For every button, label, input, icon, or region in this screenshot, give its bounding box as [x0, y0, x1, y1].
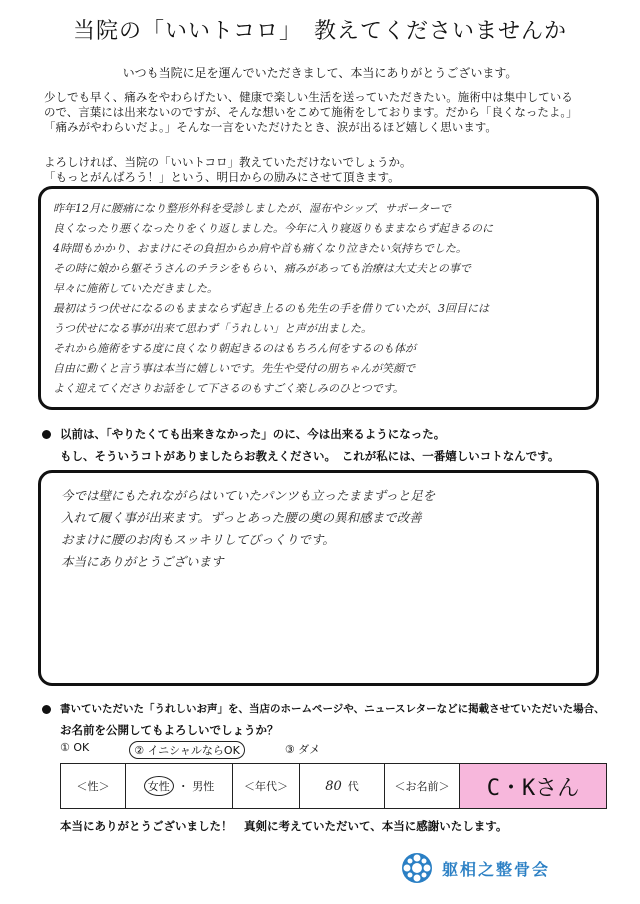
- bullet-icon: [42, 430, 51, 439]
- publish-options: [60, 741, 480, 759]
- request-paragraph: [44, 155, 604, 185]
- clinic-name: 躯相之整骨会: [442, 859, 551, 879]
- closing-message: 本当にありがとうございました！ 真剣に考えていただいて、本当に感謝いたします。: [60, 819, 508, 833]
- handwritten-line: 入れて履く事が出来ます。ずっとあった腰の奥の異和感まで改善: [61, 510, 422, 525]
- flower-icon: [400, 851, 434, 885]
- age-suffix: 代: [347, 780, 359, 793]
- sex-female-option[interactable]: 女性: [144, 776, 174, 796]
- intro-paragraph: [44, 90, 604, 135]
- handwritten-line: 本当にありがとうございます: [61, 554, 224, 569]
- request-line: よろしければ、当院の「いいトコロ」教えていただけないでしょうか。: [44, 155, 412, 169]
- handwritten-line: 昨年12月に腰痛になり整形外科を受診しましたが、湿布やシップ、サポーターで: [53, 202, 451, 215]
- handwritten-line: それから施術をする度に良くなり朝起きるのはもちろん何をするのも体が: [53, 342, 416, 355]
- sex-field[interactable]: [126, 764, 233, 808]
- question-3-line-1: 書いていただいた「うれしいお声」を、当店のホームページや、ニュースレターなどに掲載させていただいた場合、: [60, 703, 605, 715]
- age-value: 80: [325, 778, 342, 794]
- sex-label: ＜性＞: [61, 764, 126, 808]
- question-2-line-1: 以前は、「やりたくても出来きなかった」のに、今は出来るようになった。: [60, 427, 446, 441]
- age-label: ＜年代＞: [233, 764, 300, 808]
- question-3-line-2: お名前を公開してもよろしいでしょうか？: [60, 723, 279, 737]
- request-line: 「もっとがんばろう！」という、明日からの励みにさせて頂きます。: [44, 170, 400, 184]
- name-field[interactable]: C・Kさん: [460, 764, 606, 808]
- handwritten-line: 早々に施術していただきました。: [53, 282, 218, 295]
- sex-male-option[interactable]: ・ 男性: [177, 780, 215, 793]
- handwritten-line: おまけに腰のお肉もスッキリしてびっくりです。: [61, 532, 335, 547]
- greeting-line: いつも当院に足を運んでいただきまして、本当にありがとうございます。: [122, 66, 518, 80]
- option-initials-ok[interactable]: ② イニシャルならOK: [129, 741, 245, 759]
- bullet-icon: [42, 705, 51, 714]
- clinic-logo: [400, 850, 600, 886]
- handwritten-line: その時に娘から躯そうさんのチラシをもらい、痛みがあっても治療は大丈夫との事で: [53, 262, 471, 275]
- age-field[interactable]: [300, 764, 385, 808]
- answer-box-1: [38, 186, 599, 410]
- handwritten-line: 最初はうつ伏せになるのもままならず起き上るのも先生の手を借りていたが、3回目には: [53, 302, 489, 315]
- handwritten-line: 4時間もかかり、おまけにその負担からか肩や首も痛くなり泣きたい気持ちでした。: [53, 242, 467, 255]
- handwritten-line: 今では壁にもたれながらはいていたパンツも立ったままずっと足を: [61, 488, 436, 503]
- intro-line: 「痛みがやわらいだよ。」そんな一言をいただけたとき、涙が出るほど嬉しく思います。: [44, 120, 497, 134]
- question-2-line-2: もし、そういうコトがありましたらお教えください。 これが私には、一番嬉しいコトなんです。: [60, 449, 560, 463]
- name-label: ＜お名前＞: [385, 764, 460, 808]
- option-ok[interactable]: ① OK: [60, 741, 90, 754]
- page-title: 当院の「いいトコロ」 教えてくださいませんか: [72, 19, 568, 44]
- option-no[interactable]: ③ ダメ: [284, 743, 321, 756]
- handwritten-line: 自由に動くと言う事は本当に嬉しいです。先生や受付の朋ちゃんが笑顔で: [53, 362, 416, 375]
- handwritten-line: よく迎えてくださりお話をして下さるのもすごく楽しみのひとつです。: [53, 382, 404, 395]
- intro-line: 少しでも早く、痛みをやわらげたい、健康で楽しい生活を送っていただきたい。施術中は集中している: [44, 90, 573, 104]
- answer-box-2: [38, 470, 599, 686]
- respondent-info-row: [60, 763, 607, 809]
- handwritten-line: うつ伏せになる事が出来て思わず「うれしい」と声が出ました。: [53, 322, 372, 335]
- handwritten-line: 良くなったり悪くなったりをくり返しました。今年に入り寝返りもままならず起きるのに: [53, 222, 493, 235]
- intro-line: ので、言葉には出来ないのですが、そんな想いをこめて施術をしております。だから「良くなったよ。」: [44, 105, 578, 119]
